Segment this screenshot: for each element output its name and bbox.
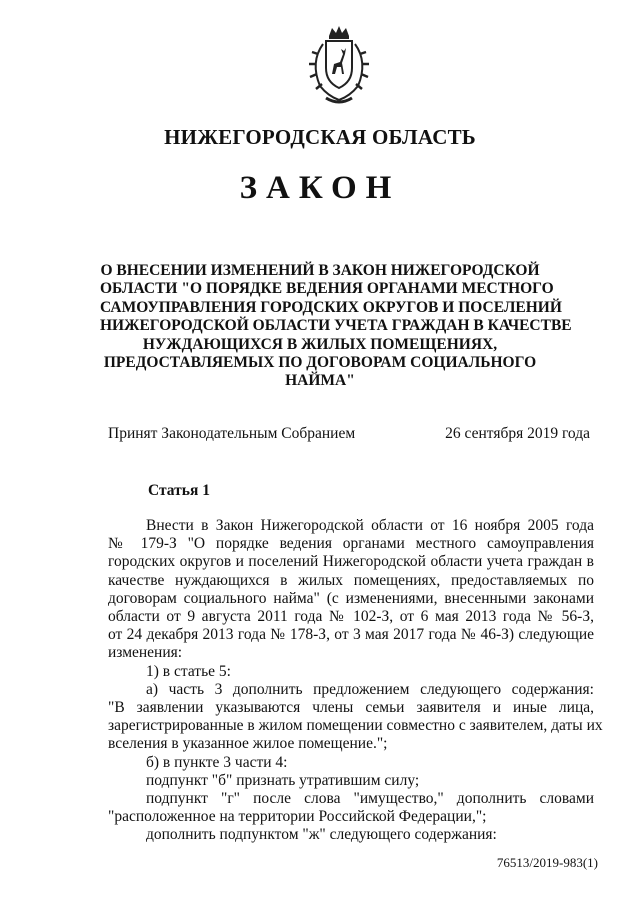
article-line: Внести в Закон Нижегородской области от 16 ноября 2005 года: [146, 517, 594, 534]
law-title-line: ОБЛАСТИ "О ПОРЯДКЕ ВЕДЕНИЯ ОРГАНАМИ МЕСТНОГО: [100, 280, 554, 298]
article-line: городских округов и поселений Нижегородской области учета граждан в: [108, 553, 594, 571]
law-title-line: ПРЕДОСТАВЛЯЕМЫХ ПО ДОГОВОРАМ СОЦИАЛЬНОГО: [103, 354, 537, 372]
article-line: № 179-З "О порядке ведения органами местного самоуправления: [108, 535, 594, 553]
region-name: НИЖЕГОРОДСКАЯ ОБЛАСТЬ: [164, 125, 476, 149]
law-title-line: САМОУПРАВЛЕНИЯ ГОРОДСКИХ ОКРУГОВ И ПОСЕЛЕНИЙ: [100, 298, 562, 316]
law-title-line: О ВНЕСЕНИИ ИЗМЕНЕНИЙ В ЗАКОН НИЖЕГОРОДСКОЙ: [100, 262, 540, 279]
article-line: качестве нуждающихся в жилых помещениях, предоставляемых по: [108, 571, 594, 589]
article-line: а) часть 3 дополнить предложением следующего содержания:: [146, 680, 594, 698]
nizhny-novgorod-coat-of-arms-icon: [296, 24, 382, 110]
article-line: "расположенное на территории Российской Федерации,";: [108, 808, 487, 826]
law-title-line: НАЙМА": [285, 372, 355, 390]
adoption-label: Принят Законодательным Собранием: [108, 425, 356, 442]
article-line: дополнить подпунктом "ж" следующего содержания:: [146, 826, 497, 844]
article-line: от 24 декабря 2013 года № 178-З, от 3 мая 2017 года № 46-З) следующие: [108, 626, 594, 644]
document-type: ЗАКОН: [239, 170, 401, 206]
article-body: [108, 517, 603, 845]
article-line: подпункт "г" после слова "имущество," дополнить словами: [146, 790, 594, 808]
article-line: подпункт "б" признать утратившим силу;: [146, 771, 420, 789]
article-line: 1) в статье 5:: [146, 662, 231, 680]
article-line: зарегистрированные в жилом помещении совместно с заявителем, даты их: [108, 717, 603, 735]
article-line: области от 9 августа 2011 года № 102-З, от 6 мая 2013 года № 56-З,: [108, 608, 594, 626]
article-heading: Статья 1: [148, 482, 210, 499]
law-title: [100, 262, 572, 391]
law-title-line: НУЖДАЮЩИХСЯ В ЖИЛЫХ ПОМЕЩЕНИЯХ,: [142, 335, 498, 353]
article-line: изменения:: [108, 644, 183, 662]
adoption-date: 26 сентября 2019 года: [445, 425, 590, 442]
law-title-line: НИЖЕГОРОДСКОЙ ОБЛАСТИ УЧЕТА ГРАЖДАН В КАЧЕСТВЕ: [100, 317, 572, 335]
article-line: договорам социального найма" (с изменениями, внесенными законами: [108, 589, 594, 607]
article-line: б) в пункте 3 части 4:: [146, 753, 288, 771]
document-number: 76513/2019-983(1): [496, 855, 598, 870]
article-line: "В заявлении указываются члены семьи заявителя и иные лица,: [108, 699, 594, 717]
article-line: вселения в указанное жилое помещение.";: [108, 735, 388, 753]
